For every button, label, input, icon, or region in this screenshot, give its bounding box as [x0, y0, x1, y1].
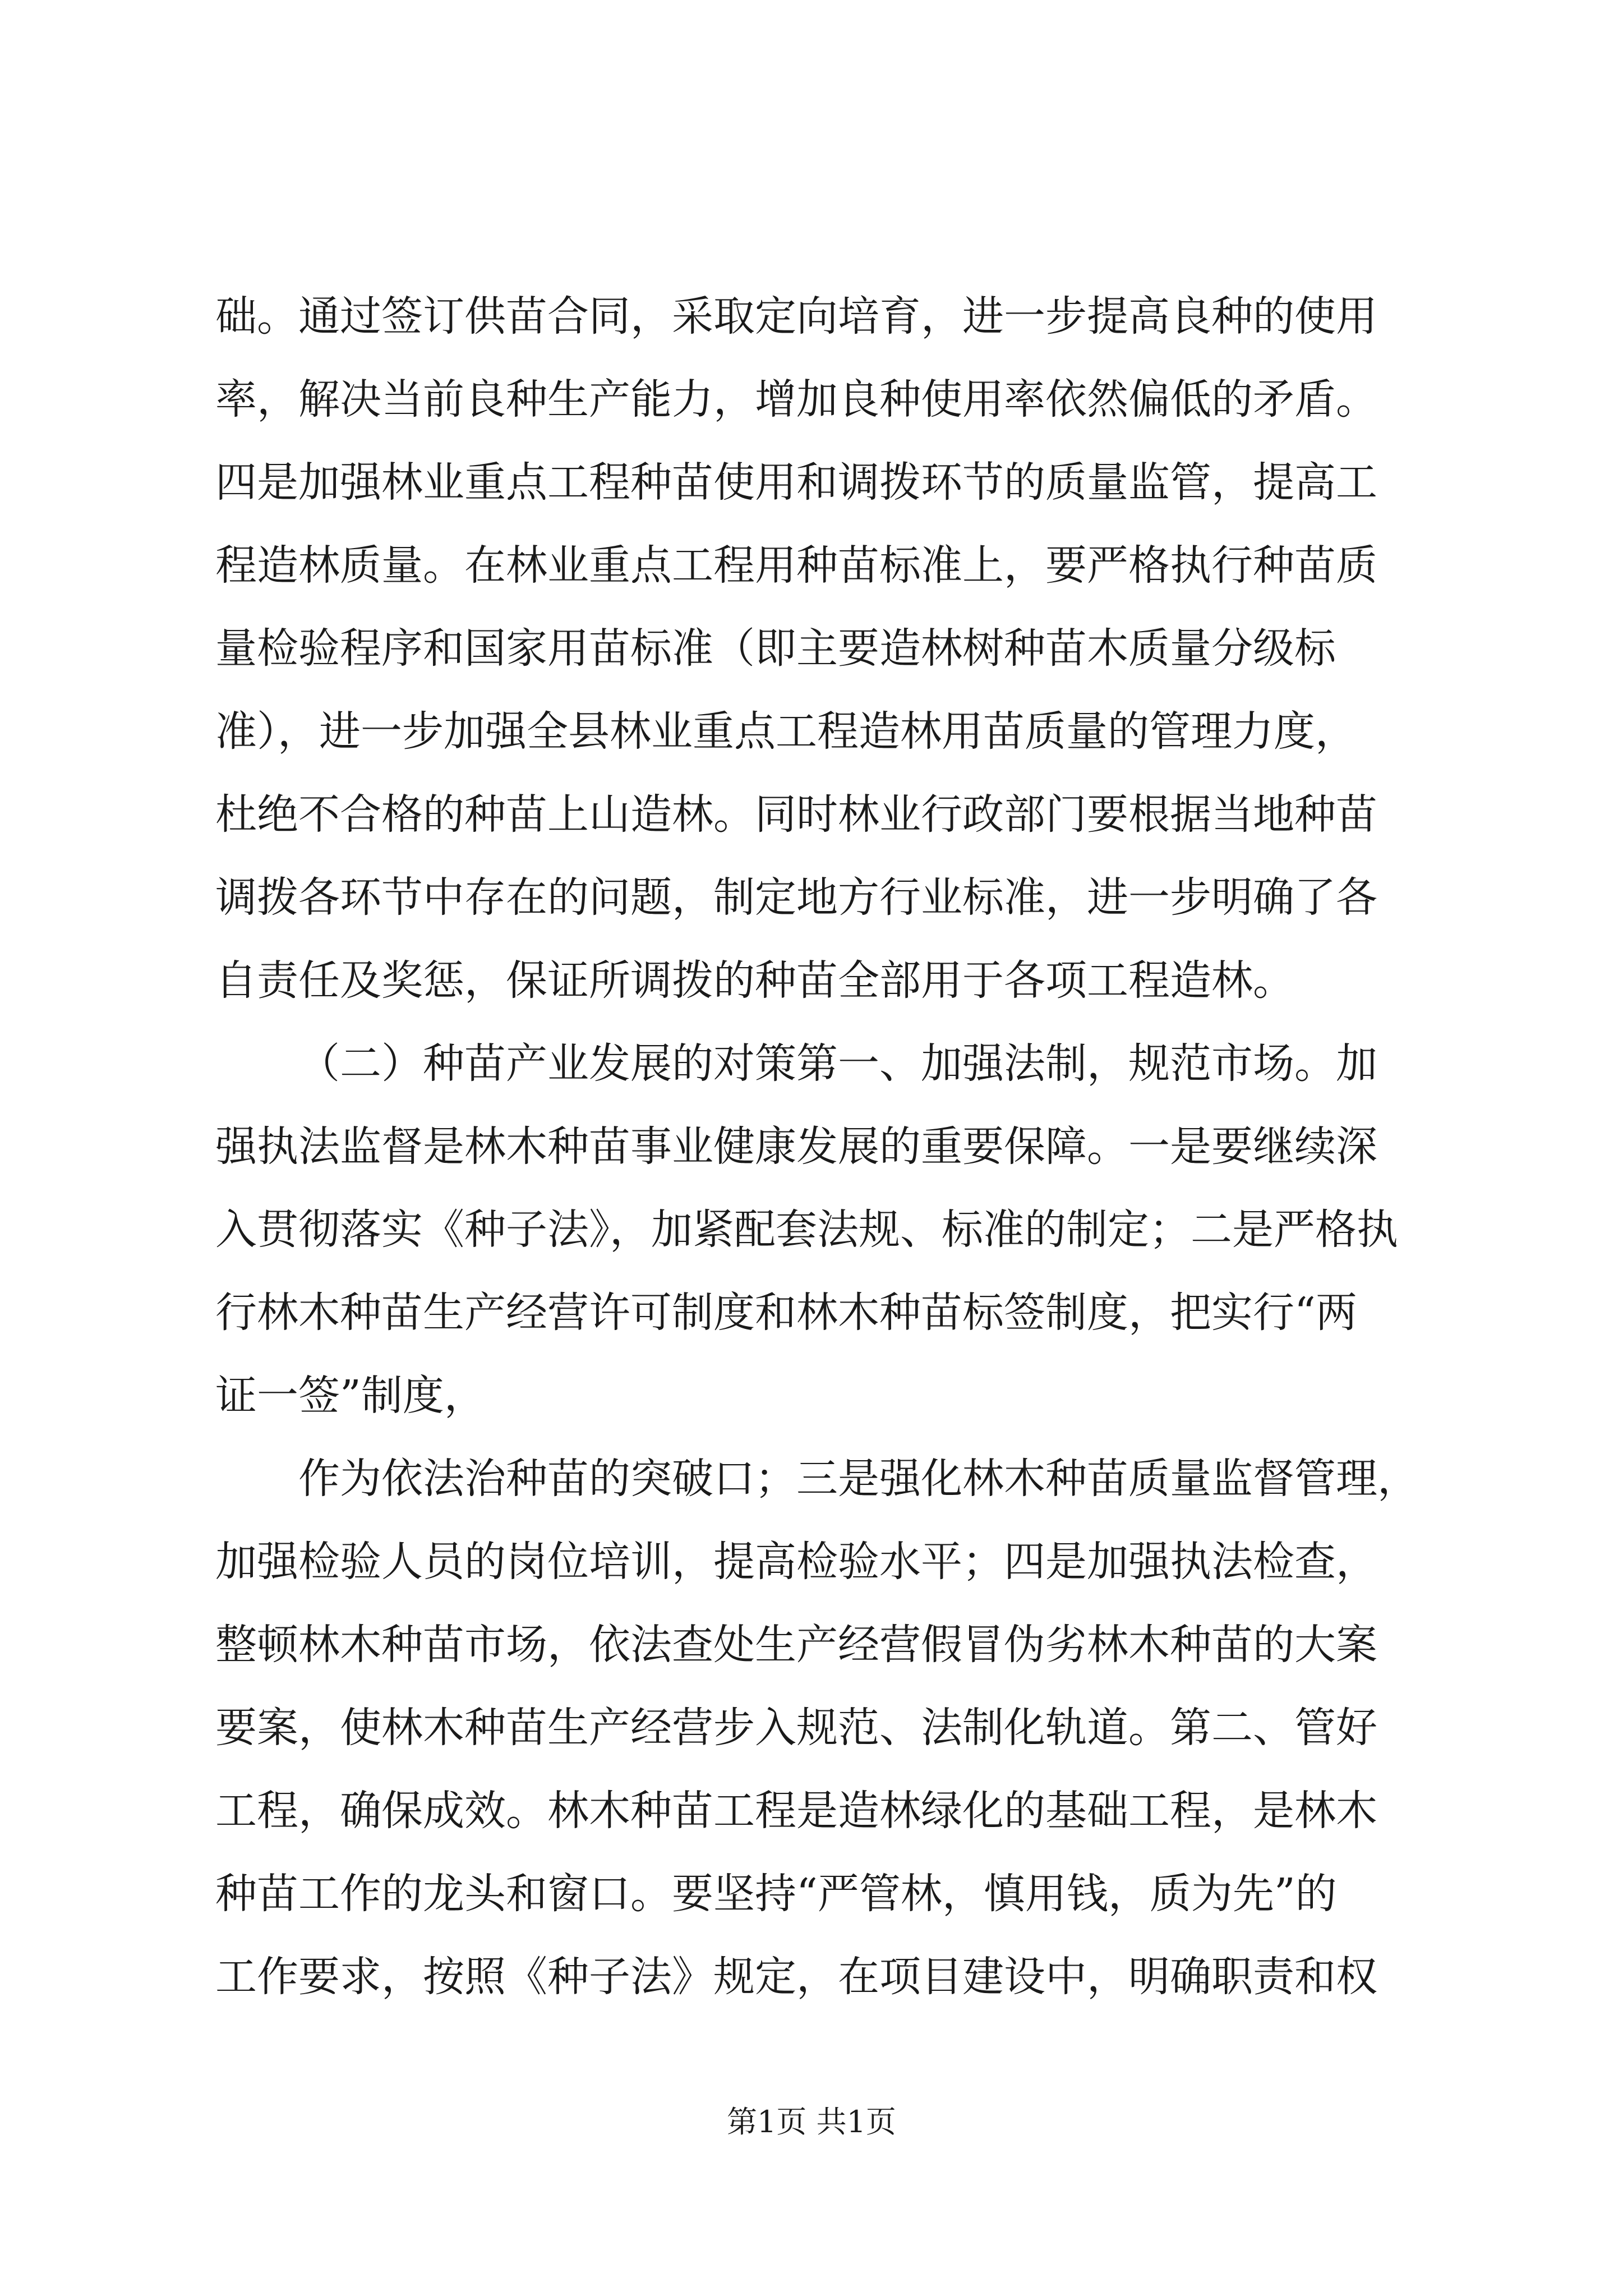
text-line: 量检验程序和国家用苗标准（即主要造林树种苗木质量分级标 — [215, 624, 1336, 673]
text-line: 工程，确保成效。林木种苗工程是造林绿化的基础工程，是林木 — [215, 1787, 1377, 1835]
text-line: 工作要求，按照《种子法》规定，在项目建设中，明确职责和权 — [215, 1953, 1377, 2001]
text-line: 础。通过签订供苗合同，采取定向培育，进一步提高良种的使用 — [215, 292, 1377, 341]
text-line: 杜绝不合格的种苗上山造林。同时林业行政部门要根据当地种苗 — [215, 790, 1377, 839]
text-line: 加强检验人员的岗位培训，提高检验水平；四是加强执法检查， — [215, 1538, 1377, 1586]
body-text — [215, 275, 1421, 2018]
text-line: 强执法监督是林木种苗事业健康发展的重要保障。一是要继续深 — [215, 1122, 1377, 1171]
text-line: 准），进一步加强全县林业重点工程造林用苗质量的管理力度， — [215, 707, 1357, 756]
text-line: 证一签”制度， — [215, 1372, 486, 1420]
text-line: 调拨各环节中存在的问题，制定地方行业标准，进一步明确了各 — [215, 873, 1377, 922]
text-line: 入贯彻落实《种子法》，加紧配套法规、标准的制定；二是严格执 — [215, 1205, 1398, 1254]
text-line: 程造林质量。在林业重点工程用种苗标准上，要严格执行种苗质 — [215, 541, 1377, 590]
paragraph-start-line: 作为依法治种苗的突破口；三是强化林木种苗质量监督管理， — [298, 1455, 1419, 1503]
text-line: 种苗工作的龙头和窗口。要坚持“严管林，慎用钱，质为先”的 — [215, 1870, 1337, 1918]
text-line: 行林木种苗生产经营许可制度和林木种苗标签制度，把实行“两 — [215, 1289, 1357, 1337]
text-line: 要案，使林木种苗生产经营步入规范、法制化轨道。第二、管好 — [215, 1704, 1377, 1752]
text-line: 整顿林木种苗市场，依法查处生产经营假冒伪劣林木种苗的大案 — [215, 1621, 1377, 1669]
text-line: 四是加强林业重点工程种苗使用和调拨环节的质量监管，提高工 — [215, 458, 1377, 507]
page-footer — [0, 2098, 1623, 2141]
page-number: 第1页 共1页 — [727, 2104, 896, 2139]
section-heading-line: （二）种苗产业发展的对策第一、加强法制，规范市场。加 — [298, 1039, 1377, 1088]
text-line: 率，解决当前良种生产能力，增加良种使用率依然偏低的矛盾。 — [215, 375, 1377, 424]
text-line: 自责任及奖惩，保证所调拨的种苗全部用于各项工程造林。 — [215, 956, 1294, 1005]
